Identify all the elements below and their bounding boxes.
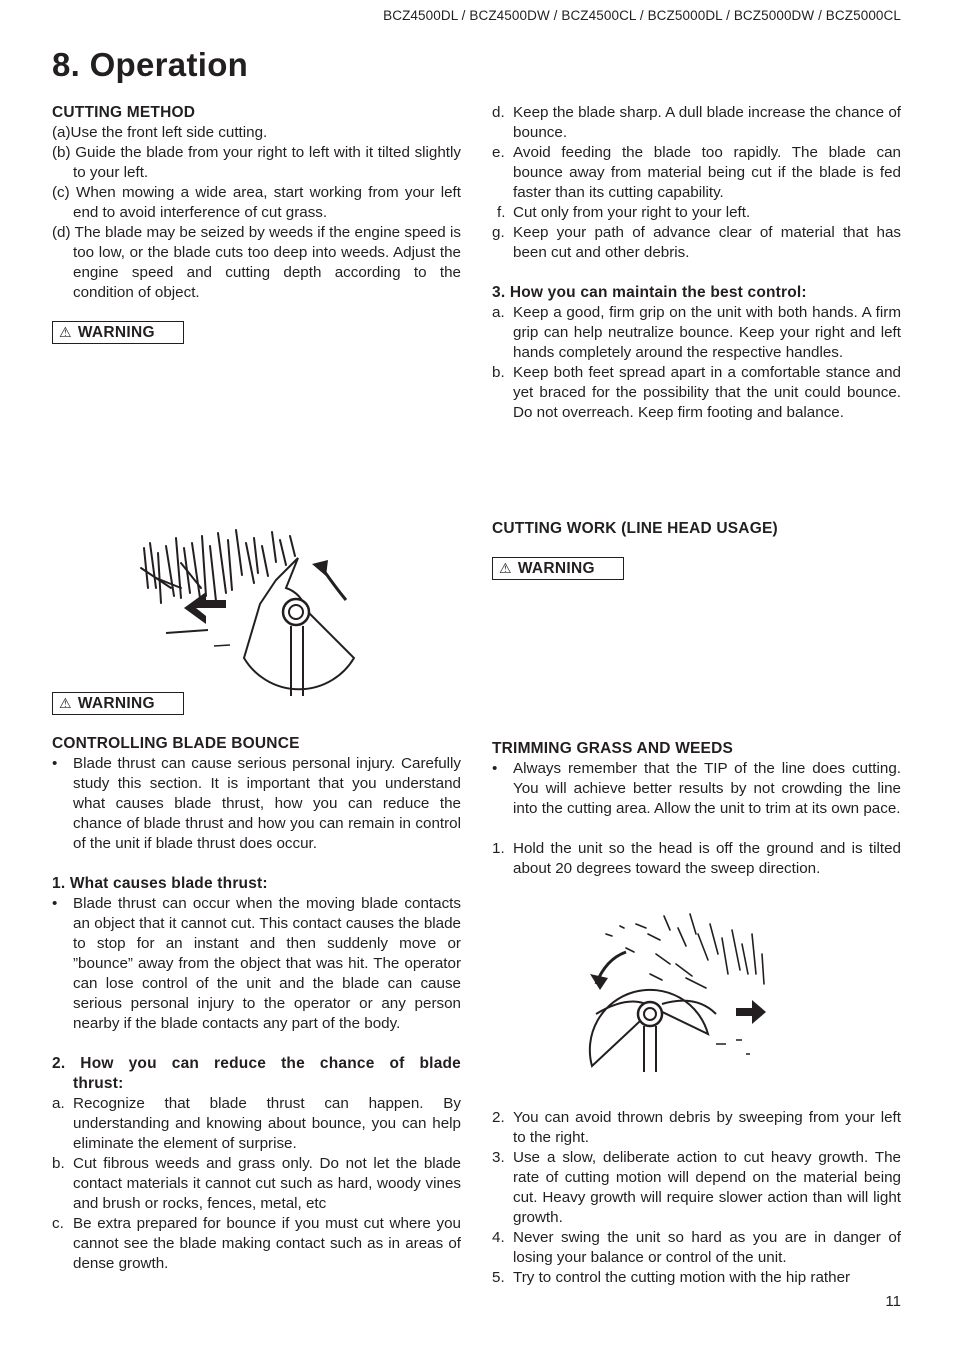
list-item: c. Be extra prepared for bounce if you must cut where you cannot see the blade making contact such as in areas of dense growth.	[52, 1215, 461, 1272]
list-item: d. Keep the blade sharp. A dull blade increase the chance of bounce.	[492, 104, 901, 141]
line-head-heading: CUTTING WORK (LINE HEAD USAGE)	[492, 520, 778, 537]
list-item: (a)Use the front left side cutting.	[52, 124, 268, 141]
cutting-method-section	[52, 103, 461, 303]
list-item: (d) The blade may be seized by weeds if the engine speed is too low, or the blade cuts too deep into weeds. Adjust the engine speed and cutting depth according to the condition of object.	[52, 224, 461, 301]
list-item: • Always remember that the TIP of the line does cutting. You will achieve better results by not crowding the line into the cutting area. Allow the unit to trim at its own pace.	[492, 760, 901, 817]
trimming-continued	[492, 1108, 901, 1288]
list-item: 4. Never swing the unit so hard as you are in danger of losing your balance or control of the unit.	[492, 1229, 901, 1266]
model-header: BCZ4500DL / BCZ4500DW / BCZ4500CL / BCZ5000DL / BCZ5000DW / BCZ5000CL	[383, 8, 901, 23]
warning-label: ⚠ WARNING	[52, 692, 184, 715]
reduce-heading: 2. How you can reduce the chance of blade	[52, 1055, 461, 1072]
warning-triangle-icon: ⚠	[59, 695, 72, 711]
reduce-heading-cont: thrust:	[73, 1075, 124, 1092]
page-title: 8. Operation	[52, 46, 249, 83]
page-number: 11	[885, 1293, 901, 1310]
line-head-trimming-illustration	[586, 904, 770, 1072]
list-item: g. Keep your path of advance clear of material that has been cut and other debris.	[492, 224, 901, 261]
warning-triangle-icon: ⚠	[59, 324, 72, 340]
list-item: 3. Use a slow, deliberate action to cut heavy growth. The rate of cutting motion will depend on the material being cut. Heavy growth will require slower action than will light growth.	[492, 1149, 901, 1226]
list-item: e. Avoid feeding the blade too rapidly. The blade can bounce away from material being cut if the blade is fed faster than its cutting capability.	[492, 144, 901, 201]
warning-label: ⚠ WARNING	[52, 321, 184, 344]
warning-label: ⚠ WARNING	[492, 557, 624, 580]
warning-triangle-icon: ⚠	[499, 560, 512, 576]
causes-heading: 1. What causes blade thrust:	[52, 875, 268, 892]
list-item: • Blade thrust can cause serious personal injury. Carefully study this section. It is important that you understand what causes blade thrust, how you can reduce the chance of blade thrust and how you can remain in control of the unit if blade thrust does occur.	[52, 755, 461, 852]
control-heading: 3. How you can maintain the best control:	[492, 284, 807, 301]
list-item: f. Cut only from your right to your left.	[497, 204, 751, 221]
cutting-method-heading: CUTTING METHOD	[52, 104, 196, 121]
list-item: 5. Try to control the cutting motion with the hip rather	[492, 1269, 851, 1286]
list-item: b. Cut fibrous weeds and grass only. Do not let the blade contact materials it cannot cut such as hard, woody vines and brush or rocks, fences, metal, etc	[52, 1155, 461, 1212]
trimming-heading: TRIMMING GRASS AND WEEDS	[492, 740, 734, 757]
blade-cutting-illustration	[136, 518, 358, 696]
list-item: • Blade thrust can occur when the moving blade contacts an object that it cannot cut. This contact causes the blade to stop for an instant and then suddenly move or ”bounce” away from the object that was hit. The operator can lose control of the unit and the blade can cause serious personal injury to the operator or any person nearby if the blade contacts any part of the body.	[52, 895, 461, 1032]
trimming-section	[492, 739, 901, 879]
line-head-section	[492, 519, 901, 539]
list-item: (b) Guide the blade from your right to left with it tilted slightly to your left.	[52, 144, 461, 181]
list-item: 1. Hold the unit so the head is off the ground and is tilted about 20 degrees toward the sweep direction.	[492, 840, 901, 877]
list-item: a. Keep a good, firm grip on the unit with both hands. A firm grip can help neutralize bounce. Keep your right and left hands completely around the respective handles.	[492, 304, 901, 361]
list-item: (c) When mowing a wide area, start working from your left end to avoid interference of cut grass.	[52, 184, 461, 221]
list-item: 2. You can avoid thrown debris by sweeping from your left to the right.	[492, 1109, 901, 1146]
list-item: a. Recognize that blade thrust can happen. By understanding and knowing about bounce, you can help eliminate the element of surprise.	[52, 1095, 461, 1152]
list-item: b. Keep both feet spread apart in a comfortable stance and yet braced for the possibility that the unit could bounce. Do not overreach. Keep firm footing and balance.	[492, 364, 901, 421]
blade-bounce-heading: CONTROLLING BLADE BOUNCE	[52, 735, 300, 752]
blade-bounce-section	[52, 734, 461, 1274]
reduce-continued	[492, 103, 901, 423]
